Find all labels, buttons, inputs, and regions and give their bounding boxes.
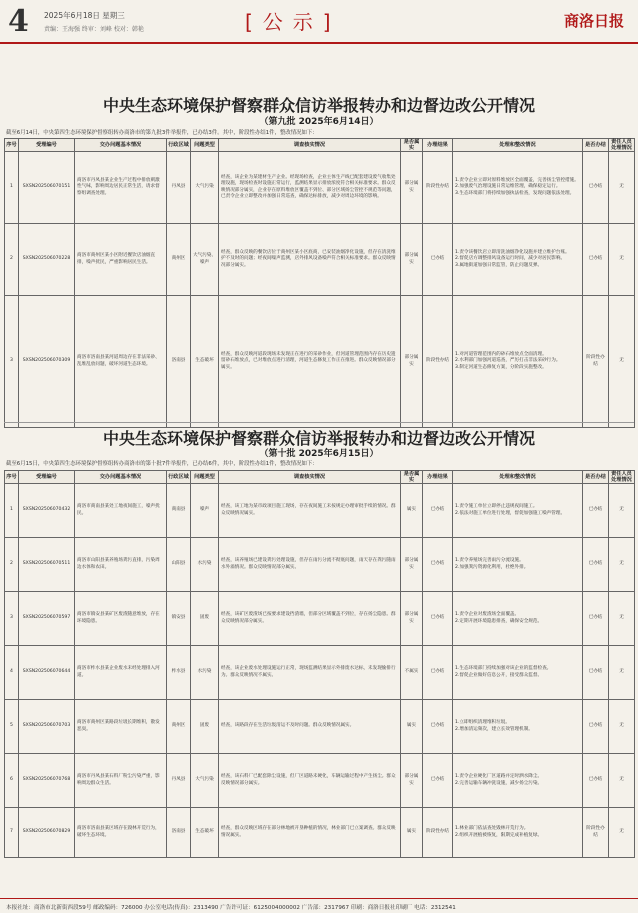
cell-result: 已办结 (423, 700, 453, 754)
cell-result: 阶段性办结 (423, 296, 453, 428)
cell-case-id: SXSN202506070597 (19, 592, 75, 646)
cell-investigation: 经查，该企业废水处理设施运行正常，现场监测结果显示外排废水达标，未发现偷排行为。群众反映情况不属实。 (219, 646, 401, 700)
cell-issue: 商洛市柞水县某企业废水未经处理排入河道。 (75, 646, 167, 700)
staff-credits: 责编：王海强 终审：刘峰 校对：韩艳 (44, 26, 144, 33)
cell-verified: 部分属实 (401, 538, 423, 592)
newspaper-logo: 商洛日报 (563, 12, 624, 30)
cell-handling: 1.责令施工单位立即停止违规夜间施工。 2.依法对施工单位进行处理，督促加强施工噪声管理。 (453, 484, 583, 538)
cell-accountability: 无 (609, 700, 635, 754)
table-row (5, 224, 635, 296)
cell-verified: 属实 (401, 700, 423, 754)
cell-accountability: 无 (609, 296, 635, 428)
column-header: 问题类型 (191, 139, 219, 152)
cell-serial: 2 (5, 538, 19, 592)
cell-investigation: 经查，群众反映的餐饮店位于商州区某小区底商，已安装油烟净化设施，但存在清洗维护不及时的问题；经夜间噪声监测，店外排风设备噪声符合相关标准要求。群众反映情况部分属实。 (219, 224, 401, 296)
table-header-row (5, 471, 635, 484)
cell-accountability: 无 (609, 592, 635, 646)
cell-case-id: SXSN202506070432 (19, 484, 75, 538)
table-row (5, 484, 635, 538)
cell-type: 水污染 (191, 538, 219, 592)
cell-verified: 属实 (401, 484, 423, 538)
table-row (5, 646, 635, 700)
batch10-title: 中央生态环境保护督察群众信访举报转办和边督边改公开情况 (102, 429, 535, 448)
masthead (0, 0, 638, 44)
cell-completed: 阶段性办结 (583, 296, 609, 428)
cell-accountability: 无 (609, 646, 635, 700)
batch9-title: 中央生态环境保护督察群众信访举报转办和边督边改公开情况 (102, 96, 535, 115)
column-header: 办理结果 (423, 471, 453, 484)
cell-verified: 属实 (401, 808, 423, 858)
cell-region: 商州区 (167, 700, 191, 754)
cell-issue: 商洛市丹凤县某企业生产过程中排放刺激性气味，影响周边居民正常生活，请求督察组调查处理。 (75, 152, 167, 224)
cell-region: 柞水县 (167, 646, 191, 700)
cell-completed: 已办结 (583, 754, 609, 808)
cell-result: 已办结 (423, 224, 453, 296)
cell-completed: 已办结 (583, 700, 609, 754)
cell-investigation: 经查，该养殖场已建设粪污处理设施，但存在雨污分流不彻底问题，雨天存在粪污随雨水外溢情况。群众反映情况部分属实。 (219, 538, 401, 592)
cell-issue: 商洛市商州区某路段垃圾长期堆积，散发恶臭。 (75, 700, 167, 754)
cell-completed: 已办结 (583, 484, 609, 538)
cell-type: 大气污染、噪声 (191, 224, 219, 296)
cell-case-id: SXSN202506070644 (19, 646, 75, 700)
cell-investigation: 经查，该企业为某建材生产企业。经现场检查，企业主体生产线已配套建设废气收集处理设施，现场检查时设施正常运行，监测结果显示排放浓度符合相关标准要求。群众反映情况部分属实，企业存在原料堆放区覆盖不到位、部分区域扬尘管控不规范等问题，已责令企业立即整改并加强日常巡查，确保达标排放，减少对周边环境的影响。 (219, 152, 401, 224)
cell-accountability: 无 (609, 808, 635, 858)
cell-verified: 部分属实 (401, 296, 423, 428)
column-header: 调查核实情况 (219, 471, 401, 484)
cell-region: 洛南县 (167, 808, 191, 858)
column-header: 处理和整改情况 (453, 471, 583, 484)
cell-handling: 1.责令养殖场完善雨污分流设施。 2.加强粪污资源化利用，杜绝外排。 (453, 538, 583, 592)
cell-case-id: SXSN202506070228 (19, 224, 75, 296)
cell-case-id: SXSN202506070511 (19, 538, 75, 592)
cell-result: 已办结 (423, 646, 453, 700)
cell-type: 生态破坏 (191, 808, 219, 858)
table-row (5, 808, 635, 858)
cell-type: 生态破坏 (191, 296, 219, 428)
batch9-subtitle: （第九批 2025年6月14日） (259, 117, 379, 127)
column-header: 问题类型 (191, 471, 219, 484)
column-header: 行政区域 (167, 471, 191, 484)
issue-date: 2025年6月18日 星期三 (44, 11, 125, 20)
column-header: 办理结果 (423, 139, 453, 152)
cell-serial: 1 (5, 152, 19, 224)
cell-serial: 3 (5, 296, 19, 428)
table-row (5, 296, 635, 428)
cell-handling: 1.责令企业对废渣场全面覆盖。 2.定期开展环境隐患排查，确保安全规范。 (453, 592, 583, 646)
column-header: 调查核实情况 (219, 139, 401, 152)
cell-region: 镇安县 (167, 592, 191, 646)
cell-investigation: 经查，该工地为某市政项目施工现场，存在夜间施工未按规定办理审批手续的情况。群众反映情况属实。 (219, 484, 401, 538)
batch9-intro: 截至6月14日，中央第四生态环境保护督察组转办商洛市的第九批3件举报件，已办结3件。其中，阶段性办结1件，整改情况如下： (6, 130, 318, 136)
batch9-table (4, 138, 635, 428)
column-header: 序号 (5, 471, 19, 484)
cell-verified: 部分属实 (401, 224, 423, 296)
cell-handling: 1.立即组织清理堆积垃圾。 2.增加清运频次，建立长效管理机制。 (453, 700, 583, 754)
cell-serial: 5 (5, 700, 19, 754)
table-row (5, 152, 635, 224)
cell-verified: 不属实 (401, 646, 423, 700)
cell-result: 已办结 (423, 538, 453, 592)
cell-case-id: SXSN202506070703 (19, 700, 75, 754)
cell-accountability: 无 (609, 538, 635, 592)
section-name: [公示] (245, 10, 341, 34)
cell-handling: 1.责令企业硬化厂区道路并定时洒水降尘。 2.完善运输车辆冲洗设施，减少扬尘污染。 (453, 754, 583, 808)
cell-serial: 6 (5, 754, 19, 808)
cell-issue: 商洛市丹凤县某石料厂粉尘污染严重，影响周边群众生活。 (75, 754, 167, 808)
batch10-intro: 截至6月15日，中央第四生态环境保护督察组转办商洛市的第十批7件举报件，已办结6件，其中，阶段性办结1件，整改情况如下： (6, 461, 318, 467)
cell-accountability: 无 (609, 754, 635, 808)
column-header: 受理编号 (19, 471, 75, 484)
cell-completed: 已办结 (583, 646, 609, 700)
cell-serial: 4 (5, 646, 19, 700)
column-header: 交办问题基本情况 (75, 139, 167, 152)
cell-region: 洛南县 (167, 296, 191, 428)
cell-handling: 1.责令企业立即对原料堆放区全面覆盖，完善扬尘管控措施。 2.加强废气治理设施日常运维管理，确保稳定运行。 3.生态环境部门将持续加强执法检查，发现问题依法处理。 (453, 152, 583, 224)
cell-type: 噪声 (191, 484, 219, 538)
cell-issue: 商洛市镇安县某矿区废渣随意堆放，存在环境隐患。 (75, 592, 167, 646)
column-header: 序号 (5, 139, 19, 152)
batch10-subtitle: （第十批 2025年6月15日） (259, 449, 379, 459)
column-header: 受理编号 (19, 139, 75, 152)
cell-serial: 1 (5, 484, 19, 538)
footer-info: 本报社址：商洛市北新街西段59号 邮政编码：726000 办公室电话(传真)：2313490 广告许可证：6125004000002 广告部：2317967 印刷：商洛日报社印刷厂 电话：2312541 (0, 898, 638, 913)
cell-result: 阶段性办结 (423, 808, 453, 858)
cell-type: 固废 (191, 592, 219, 646)
table-header-row (5, 139, 635, 152)
cell-completed: 已办结 (583, 538, 609, 592)
column-header: 交办问题基本情况 (75, 471, 167, 484)
cell-type: 水污染 (191, 646, 219, 700)
cell-issue: 商洛市山阳县某养殖场粪污直排，污染周边水体和农田。 (75, 538, 167, 592)
cell-accountability: 无 (609, 224, 635, 296)
cell-investigation: 经查，群众反映区域存在部分林地被开垦种植的情况，林业部门已立案调查。群众反映情况属实。 (219, 808, 401, 858)
column-header: 责任人员处理情况 (609, 471, 635, 484)
cell-serial: 3 (5, 592, 19, 646)
column-header: 是否属实 (401, 139, 423, 152)
table-row (5, 538, 635, 592)
cell-completed: 阶段性办结 (583, 808, 609, 858)
cell-investigation: 经查，该矿区废渣场已按要求建设挡渣墙，但部分区域覆盖不到位，存在扬尘隐患。群众反映情况部分属实。 (219, 592, 401, 646)
column-header: 责任人员处理情况 (609, 139, 635, 152)
table-row (5, 592, 635, 646)
cell-accountability: 无 (609, 484, 635, 538)
page-number: 4 (8, 4, 29, 39)
cell-case-id: SXSN202506070829 (19, 808, 75, 858)
cell-issue: 商洛市商州区某小区附近餐饮店油烟直排，噪声扰民，严重影响居民生活。 (75, 224, 167, 296)
cell-verified: 部分属实 (401, 592, 423, 646)
cell-investigation: 经查，该石料厂已配套除尘设施，但厂区道路未硬化，车辆运输过程中产生扬尘。群众反映情况部分属实。 (219, 754, 401, 808)
cell-type: 大气污染 (191, 152, 219, 224)
cell-verified: 部分属实 (401, 152, 423, 224)
cell-handling: 1.对河道管理范围内的砂石堆放点全面清理。 2.水利部门加强河道巡查，严厉打击非法采砂行为。 3.制定河道生态修复方案，分阶段实施整改。 (453, 296, 583, 428)
cell-issue: 商洛市洛南县某河道周边存在非法采砂、乱堆乱放问题，破坏河道生态环境。 (75, 296, 167, 428)
cell-type: 固废 (191, 700, 219, 754)
batch10-table (4, 470, 635, 858)
cell-serial: 7 (5, 808, 19, 858)
cell-result: 已办结 (423, 754, 453, 808)
cell-case-id: SXSN202506070309 (19, 296, 75, 428)
cell-issue: 商洛市商南县某处工地夜间施工，噪声扰民。 (75, 484, 167, 538)
cell-handling: 1.责令该餐饮店立即清洗油烟净化设施并建立维护台账。 2.督促店方调整排风设备运行时间，减少对居民影响。 3.属地街道加强日常监管，防止问题反弹。 (453, 224, 583, 296)
cell-verified: 部分属实 (401, 754, 423, 808)
column-header: 处理和整改情况 (453, 139, 583, 152)
cell-result: 已办结 (423, 484, 453, 538)
cell-handling: 1.生态环境部门持续加强对该企业的监督检查。 2.督促企业做好信息公开，接受群众监督。 (453, 646, 583, 700)
cell-issue: 商洛市洛南县某区域存在毁林开荒行为，破坏生态环境。 (75, 808, 167, 858)
cell-result: 已办结 (423, 592, 453, 646)
section-divider (4, 422, 634, 423)
table-row (5, 754, 635, 808)
column-header: 行政区域 (167, 139, 191, 152)
cell-case-id: SXSN202506070768 (19, 754, 75, 808)
cell-region: 丹凤县 (167, 754, 191, 808)
cell-region: 丹凤县 (167, 152, 191, 224)
cell-completed: 已办结 (583, 152, 609, 224)
cell-serial: 2 (5, 224, 19, 296)
cell-case-id: SXSN202506070151 (19, 152, 75, 224)
column-header: 是否办结 (583, 139, 609, 152)
table-row (5, 700, 635, 754)
cell-result: 阶段性办结 (423, 152, 453, 224)
cell-region: 商州区 (167, 224, 191, 296)
column-header: 是否属实 (401, 471, 423, 484)
cell-region: 山阳县 (167, 538, 191, 592)
cell-handling: 1.林业部门依法查处毁林开荒行为。 2.组织开展植被恢复，限期完成补植复绿。 (453, 808, 583, 858)
cell-completed: 已办结 (583, 224, 609, 296)
cell-region: 商南县 (167, 484, 191, 538)
column-header: 是否办结 (583, 471, 609, 484)
cell-completed: 已办结 (583, 592, 609, 646)
cell-investigation: 经查，该路段存在生活垃圾清运不及时问题。群众反映情况属实。 (219, 700, 401, 754)
cell-type: 大气污染 (191, 754, 219, 808)
cell-investigation: 经查，群众反映河道段现场未发现正在进行的采砂作业，但河道管理范围内存在历史遗留砂石堆放点，已对堆放点进行清理，河道生态修复工作正在推进。群众反映情况部分属实。 (219, 296, 401, 428)
cell-accountability: 无 (609, 152, 635, 224)
